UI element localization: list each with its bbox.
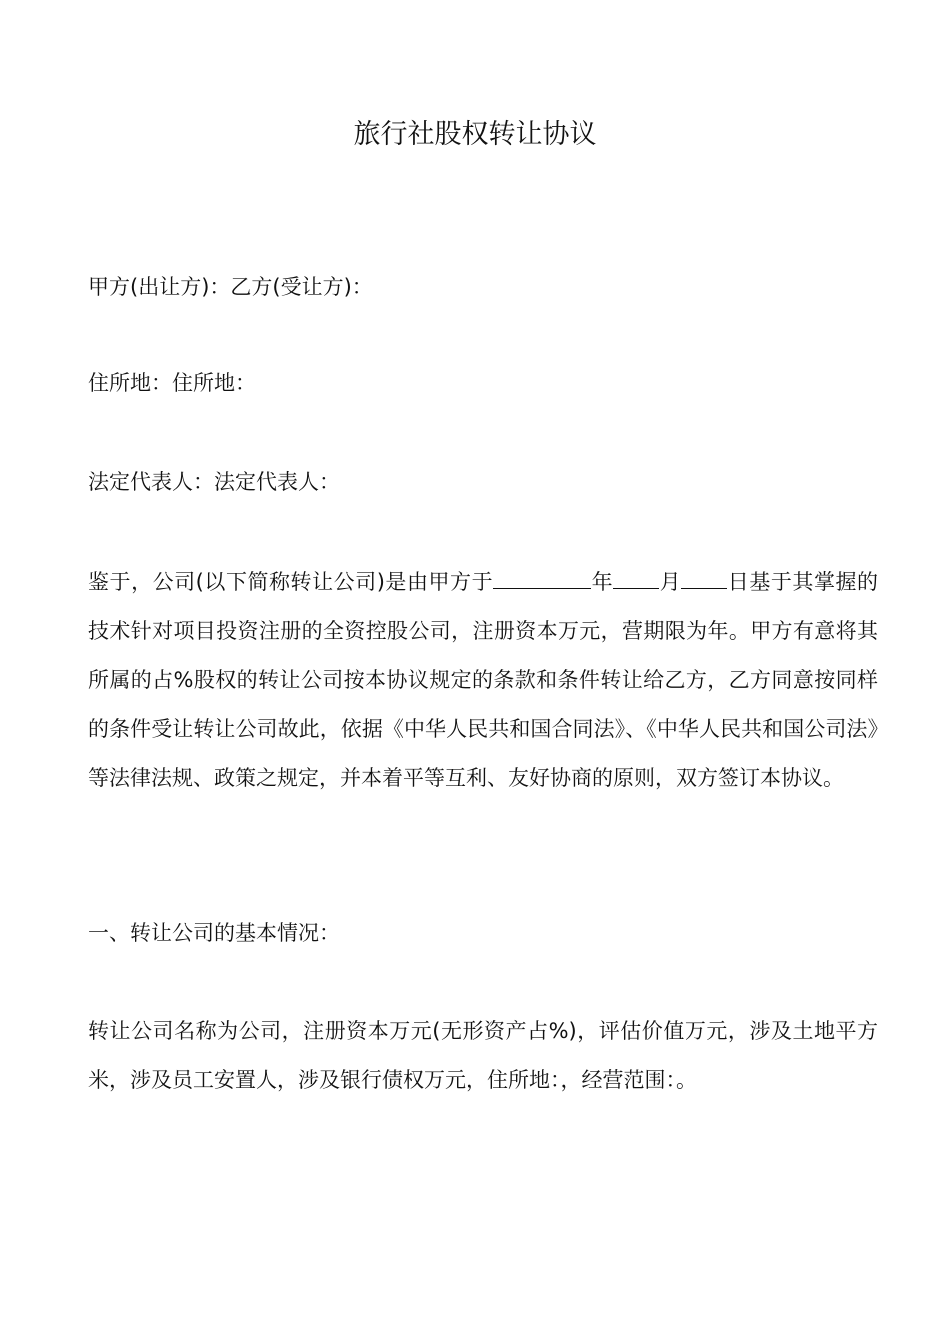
preamble-text-1: 鉴于，公司(以下简称转让公司)是由甲方于 <box>88 570 494 594</box>
representatives-line: 法定代表人：法定代表人： <box>88 470 340 494</box>
month-blank <box>613 566 659 589</box>
section-1-body: 转让公司名称为公司，注册资本万元(无形资产占%)，评估价值万元，涉及土地平方米，涉及员工安置人，涉及银行债权万元，住所地：，经营范围：。 <box>88 1019 878 1092</box>
document-title: 旅行社股权转让协议 <box>353 119 597 150</box>
preamble-text-2: 日基于其掌握的技术针对项目投资注册的全资控股公司，注册资本万元，营期限为年。甲方有意将其所属的占%股权的转让公司按本协议规定的条款和条件转让给乙方，乙方同意按同样的条件受让转让公司故此，依据《中华人民共和国合同法》、《中华人民共和国公司法》等法律法规、政策之规定，并本着平等互利、友好协商的原则，双方签订本协议。 <box>88 570 879 790</box>
preamble-paragraph <box>88 558 878 803</box>
parties-line: 甲方(出让方)：乙方(受让方)： <box>88 275 373 299</box>
year-label: 年 <box>591 570 614 594</box>
day-blank <box>681 566 727 589</box>
addresses-line: 住所地：住所地： <box>88 371 256 395</box>
section-1-heading: 一、转让公司的基本情况： <box>88 921 340 945</box>
year-blank <box>493 566 591 589</box>
month-label: 月 <box>659 570 682 594</box>
